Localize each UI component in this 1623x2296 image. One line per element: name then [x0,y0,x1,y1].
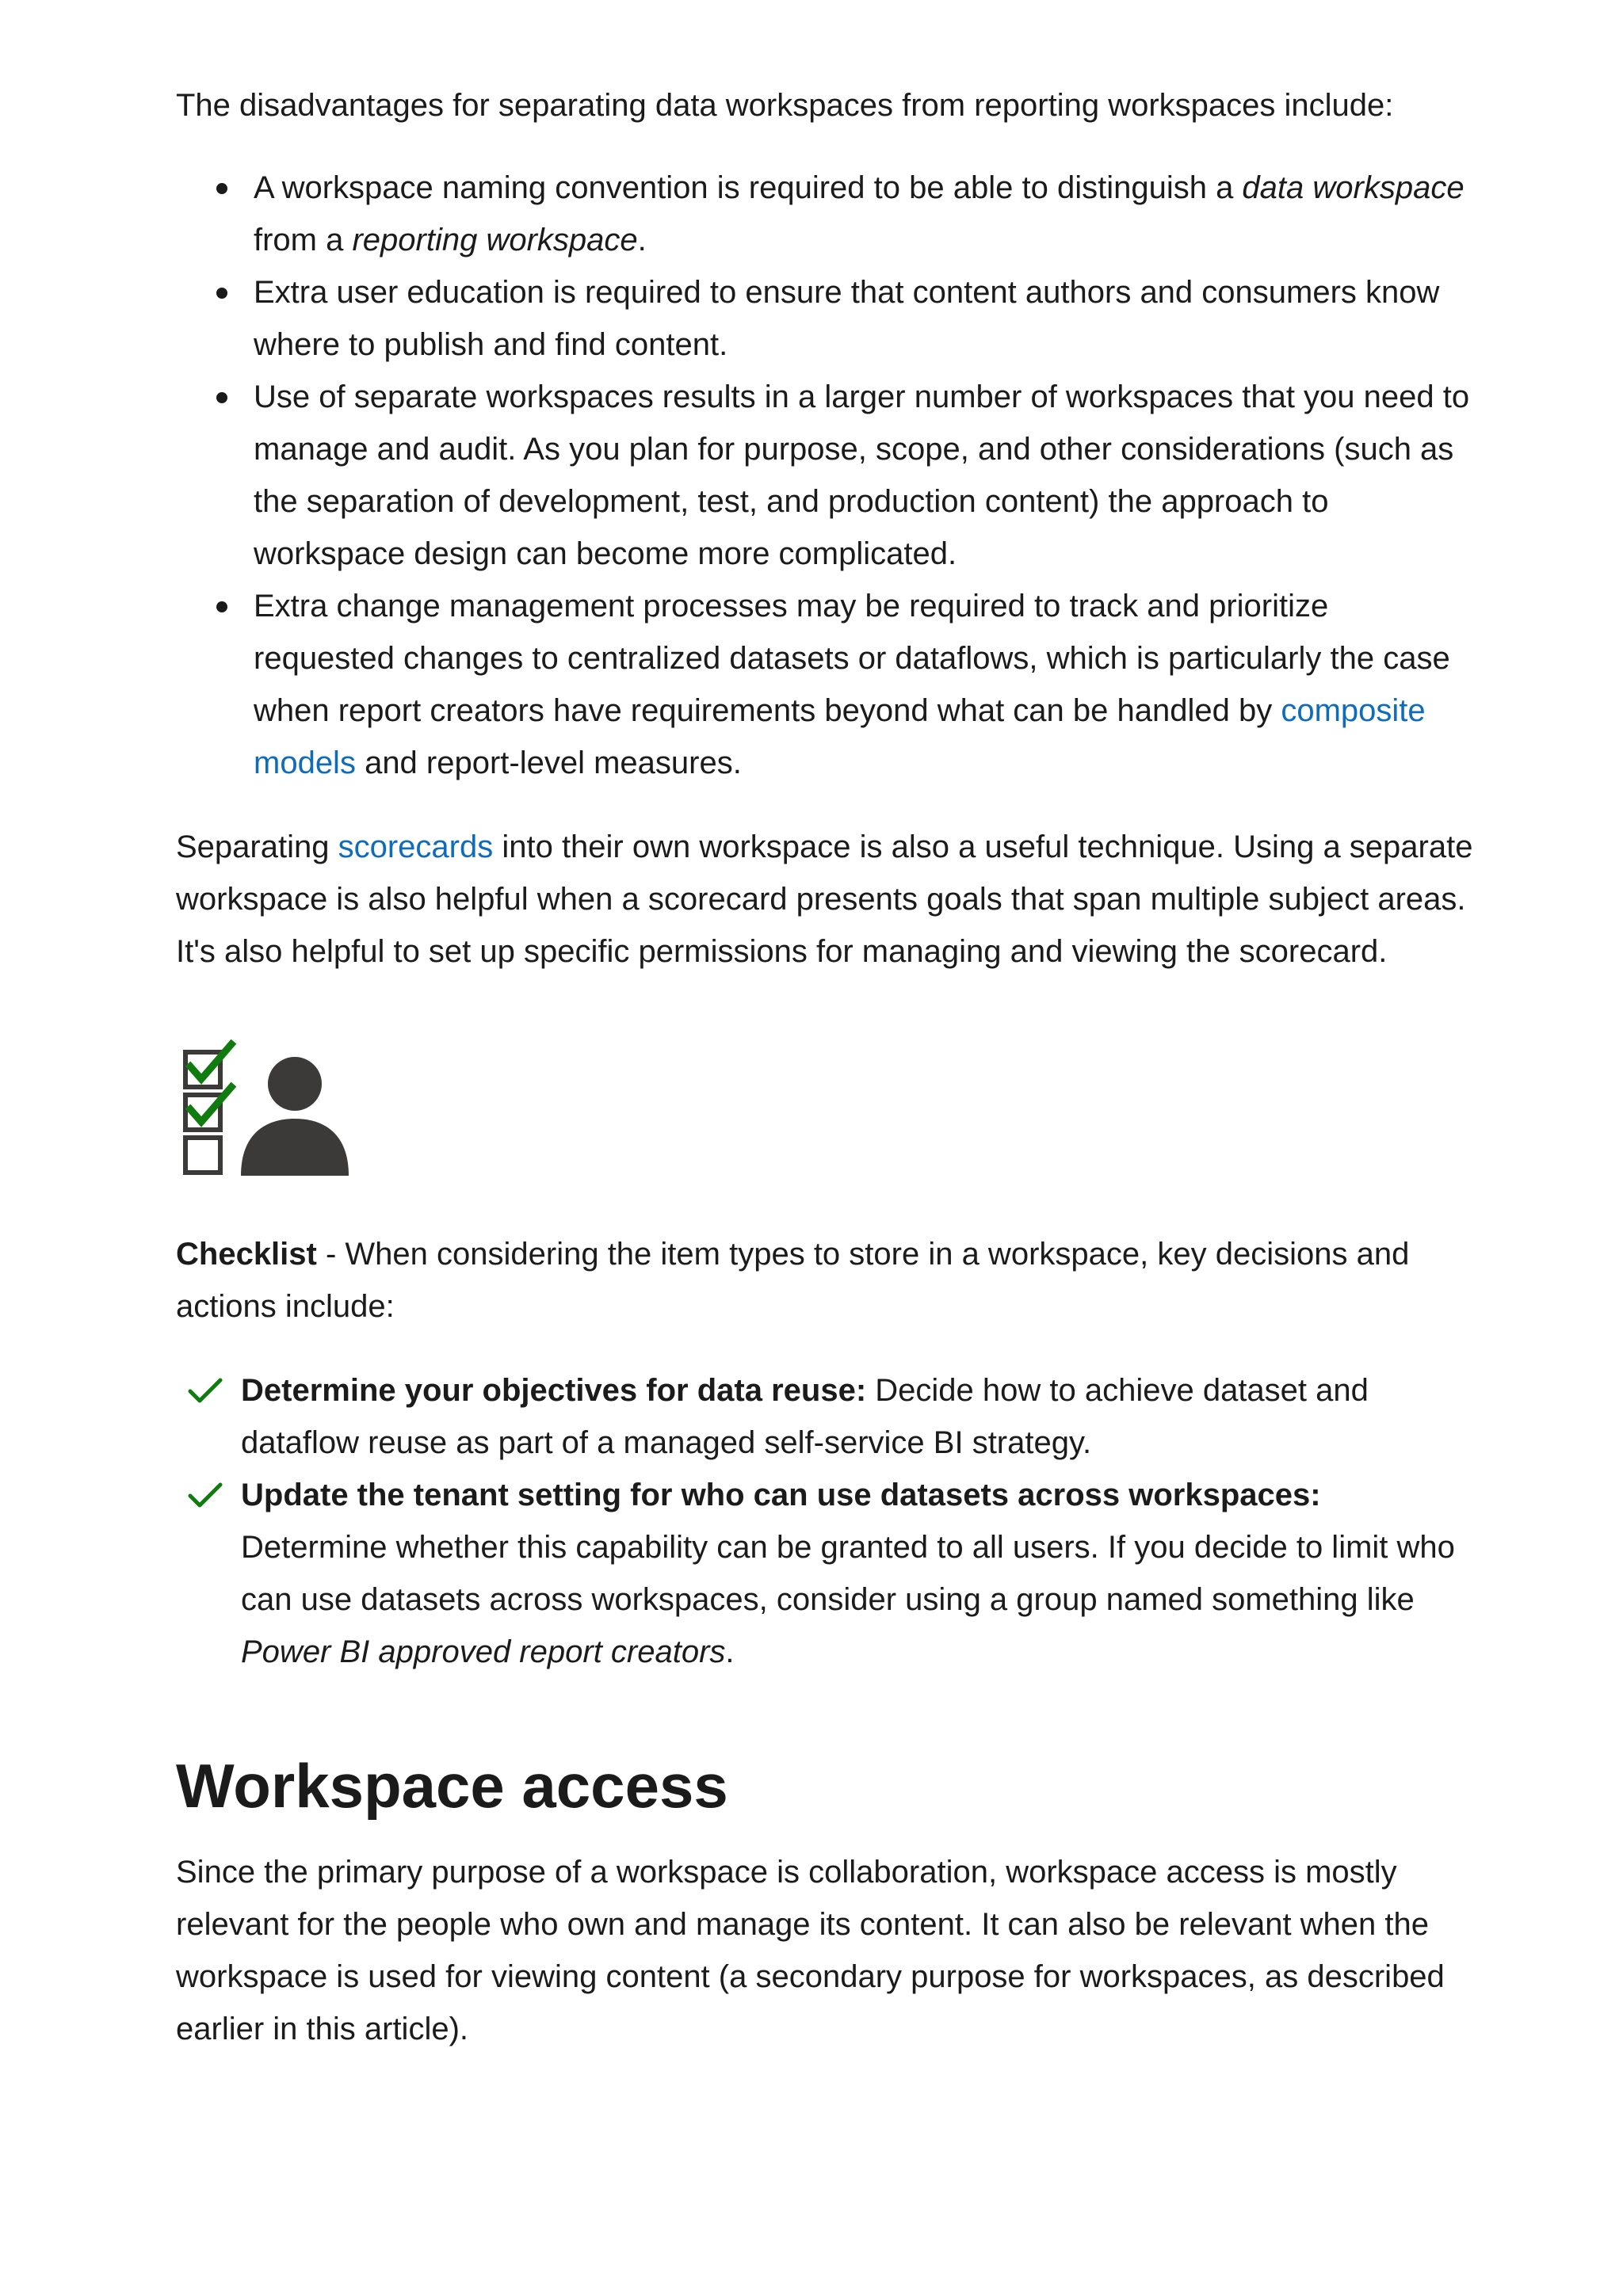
emphasis-reporting-workspace: reporting workspace [352,223,638,257]
list-item: A workspace naming convention is required to be able to distinguish a data workspace from a reporting workspace. [176,162,1476,266]
composite-models-link[interactable]: composite models [254,693,1426,780]
checklist-item: Determine your objectives for data reuse: Decide how to achieve dataset and dataflow reuse as part of a managed self-service BI strategy. [176,1364,1476,1469]
disadvantages-list [176,162,1476,789]
workspace-access-paragraph: Since the primary purpose of a workspace is collaboration, workspace access is mostly relevant for the people who own and manage its content. It can also be relevant when the workspace is used for viewing content (a secondary purpose for workspaces, as described earlier in this article). [176,1855,1445,2046]
checkmark-icon [188,1482,223,1509]
section-heading: Workspace access [176,1751,728,1821]
disadvantages-intro: The disadvantages for separating data workspaces from reporting workspaces include: [176,88,1394,123]
scorecards-paragraph: Separating scorecards into their own workspace is also a useful technique. Using a separate workspace is also helpful when a scorecard presents goals that span multiple subject areas. It's also helpful to set up specific permissions for managing and viewing the scorecard. [176,830,1473,969]
checklist-label: Checklist [176,1237,317,1272]
checklist-item: Update the tenant setting for who can use datasets across workspaces: Determine whether this capability can be granted to all users. If you decide to limit who can use datasets across workspaces, consider using a group named something like Power BI approved report creators. [176,1469,1476,1678]
list-item: Extra change management processes may be required to track and prioritize requested changes to centralized datasets or dataflows, which is particularly the case when report creators have requirements beyond what can be handled by composite models and report-level measures. [176,580,1476,789]
list-item: Use of separate workspaces results in a larger number of workspaces that you need to manage and audit. As you plan for purpose, scope, and other considerations (such as the separation of development, test, and production content) the approach to workspace design can become more complicated. [176,371,1476,580]
emphasis-data-workspace: data workspace [1242,170,1465,205]
checklist-intro: Checklist - When considering the item types to store in a workspace, key decisions and actions include: [176,1237,1410,1324]
scorecards-link[interactable]: scorecards [338,830,494,864]
list-item: Extra user education is required to ensure that content authors and consumers know where to publish and find content. [176,266,1476,371]
checklist-person-icon [176,1039,358,1182]
checklist-items [176,1364,1476,1678]
article-content [176,79,1476,2055]
checkmark-icon [188,1378,223,1405]
